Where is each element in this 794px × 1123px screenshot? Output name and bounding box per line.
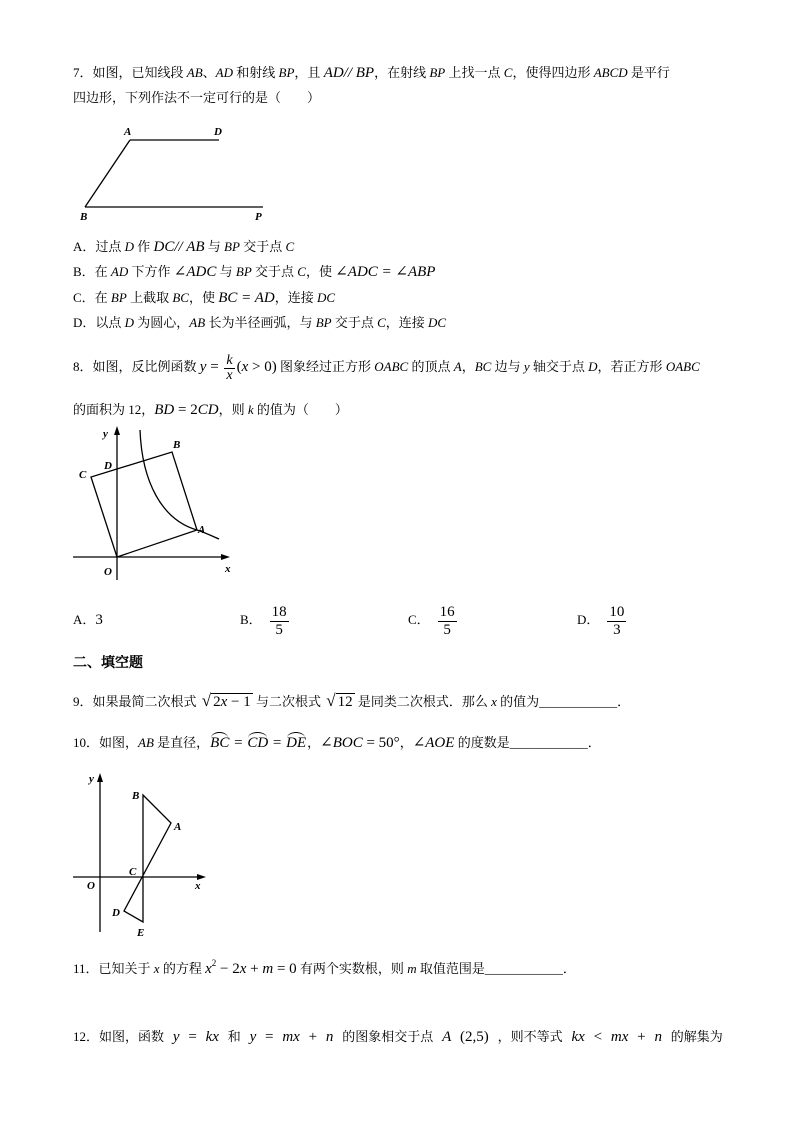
q7-opt-text: 与 — [216, 264, 236, 279]
q7-opt-text: 交于点 — [239, 239, 286, 254]
radicand-coef: 2 — [213, 694, 221, 710]
q7-text: 上找一点 — [445, 65, 504, 80]
q10-angle-boc: ∠BOC — [320, 735, 363, 751]
q12-term-kx: kx — [205, 1029, 219, 1045]
q8-text: ， — [461, 359, 475, 374]
q7-opt-text: 上截取 — [126, 290, 173, 305]
radicand-const: − 1 — [227, 694, 251, 710]
option-fraction — [607, 604, 626, 639]
q8-option-a — [73, 603, 103, 637]
q12-point-a: A — [442, 1029, 452, 1045]
q8-equals: = — [206, 359, 223, 375]
q10-angle-aoe: ∠AOE — [412, 735, 455, 751]
q7-opt-segment: BC — [172, 290, 189, 305]
q11-equals-zero: = 0 — [273, 961, 297, 977]
q7-opt-text: A．过点 — [73, 239, 125, 254]
q7-text: ，且 — [294, 65, 324, 80]
q10-text: 10．如图， — [73, 735, 139, 750]
option-label: C． — [408, 612, 430, 627]
q12-equals: = — [265, 1029, 274, 1045]
q10-figure — [70, 768, 210, 940]
q7-opt-text: ，使 — [188, 290, 219, 305]
q7-opt-angle: ∠ADC — [173, 264, 217, 280]
q8-equals-2: = 2 — [174, 402, 198, 418]
q8-fig-y-arrow — [114, 426, 120, 435]
q8-segment-bd: BD — [154, 402, 175, 418]
q9-var-x: x — [491, 694, 497, 709]
q7-opt-text: ，连接 — [274, 290, 317, 305]
q9-text: ． — [617, 694, 631, 709]
q7-ray-bp: BP — [429, 65, 446, 80]
q8-point-d: D — [588, 359, 598, 374]
q12-less-than: < — [593, 1029, 603, 1045]
q7-text: 、 — [202, 65, 216, 80]
q8-text: 的值为（ ） — [253, 402, 348, 417]
q7-opt-text: 作 — [134, 239, 154, 254]
q10-fig-label-b: B — [132, 790, 140, 802]
q11-term: − 2 — [216, 961, 240, 977]
q7-opt-text: 交于点 — [251, 264, 298, 279]
q7-option-c — [73, 289, 733, 307]
q8-option-b — [240, 603, 291, 639]
fraction-denominator: 5 — [275, 621, 283, 638]
q7-figure — [70, 118, 280, 226]
q10-arc-de: DE — [286, 732, 306, 754]
option-fraction — [438, 604, 457, 639]
option-label: D． — [577, 612, 600, 627]
q8-text: 边与 — [491, 359, 524, 374]
q7-opt-point: D — [124, 239, 135, 254]
q10-fig-label-y: y — [89, 773, 94, 785]
q9-radicand-2: 12 — [337, 694, 353, 710]
q7-opt-text: 长为半径画弧，与 — [205, 315, 316, 330]
q8-fig-label-d: D — [104, 460, 112, 472]
q7-opt-ray: BP — [315, 315, 332, 330]
q7-stem-line1 — [73, 64, 733, 82]
q8-stem-line2 — [73, 401, 733, 419]
q8-text: 图象经过正方形 — [276, 359, 375, 374]
q8-stem-line1 — [73, 351, 733, 383]
q12-var-n: n — [654, 1029, 662, 1045]
q7-point-c: C — [503, 65, 513, 80]
q7-text: 是平行 — [627, 65, 670, 80]
q7-opt-text: C．在 — [73, 290, 111, 305]
q11-var-x: x — [205, 961, 212, 977]
q7-fig-label-a: A — [124, 126, 132, 138]
q12-text: 12．如图，函数 — [73, 1029, 165, 1044]
q7-opt-segment: AD — [110, 264, 129, 279]
q8-segment-cd: CD — [197, 402, 219, 418]
q9-text: 9．如果最简二次根式 — [73, 694, 200, 709]
q7-opt-segment: DC — [317, 290, 336, 305]
q11-text: 11．已知关于 — [73, 961, 154, 976]
q7-opt-segment: AB — [189, 315, 206, 330]
q11-var-m: m — [407, 961, 417, 976]
q10-fig-label-d: D — [112, 907, 120, 919]
q9-radicand-1 — [211, 693, 253, 710]
q7-opt-text: D．以点 — [73, 315, 125, 330]
section-title: 二、填空题 — [73, 656, 143, 671]
q10-fig-label-e: E — [137, 927, 145, 939]
q10-equals: = — [230, 735, 247, 751]
q7-opt-text: 与 — [204, 239, 225, 254]
fraction-denominator: x — [226, 367, 233, 383]
q7-opt-point: C — [297, 264, 306, 279]
q11-text: 取值范围是 — [416, 961, 485, 976]
q8-var-x: x — [241, 359, 249, 375]
q8-square-oabc: OABC — [665, 359, 700, 374]
q10-fig-label-x: x — [195, 880, 201, 892]
q10-fig-label-c: C — [129, 866, 137, 878]
q9-text: 与二次根式 — [252, 694, 325, 709]
q8-fig-label-b: B — [173, 439, 181, 451]
q9-stem — [73, 690, 733, 713]
q8-side-bc: BC — [474, 359, 492, 374]
q7-segment-ad: AD — [215, 65, 234, 80]
q12-plus: + — [308, 1029, 318, 1045]
q8-paren: ( — [236, 359, 242, 375]
q8-fig-x-arrow — [221, 554, 230, 560]
q7-fig-label-p: P — [255, 211, 262, 223]
answer-blank: ____________ — [484, 961, 563, 976]
q11-plus: + — [246, 961, 263, 977]
option-value: 3 — [95, 612, 103, 628]
q8-fraction-k-over-x — [224, 354, 234, 383]
q12-text: 的图象相交于点 — [342, 1029, 434, 1044]
q12-text: ，则不等式 — [497, 1029, 563, 1044]
q7-text: ，在射线 — [374, 65, 430, 80]
q7-opt-point: D — [124, 315, 135, 330]
q8-square-oabc: OABC — [374, 359, 409, 374]
radicand-var: x — [220, 694, 228, 710]
q10-text: ， — [307, 735, 321, 750]
q8-text: 轴交于点 — [529, 359, 589, 374]
q7-opt-point: C — [285, 239, 295, 254]
q8-text: ，若正方形 — [597, 359, 666, 374]
q8-text: ，则 — [218, 402, 248, 417]
q12-equals: = — [188, 1029, 197, 1045]
q8-text: 的顶点 — [408, 359, 454, 374]
fraction-numerator: 10 — [609, 603, 625, 620]
q8-var-y: y — [199, 359, 207, 375]
q12-coordinates: (2,5) — [460, 1029, 489, 1045]
q7-stem-line2: 四边形，下列作法不一定可行的是（ ） — [73, 90, 321, 105]
q7-fig-label-d: D — [214, 126, 222, 138]
q12-var-y: y — [249, 1029, 257, 1045]
option-fraction — [270, 604, 289, 639]
q10-fig-label-a: A — [174, 821, 182, 833]
q10-text: 的度数是 — [454, 735, 510, 750]
q12-var-y: y — [172, 1029, 180, 1045]
q7-option-b — [73, 263, 733, 281]
q12-text: 和 — [227, 1029, 241, 1044]
q8-option-d — [577, 603, 628, 639]
q11-text: 的方程 — [159, 961, 206, 976]
q7-opt-math: BC = AD — [218, 290, 275, 306]
q8-fig-label-x: x — [225, 563, 231, 575]
q7-opt-text: 为圆心， — [134, 315, 190, 330]
q11-var-m: m — [262, 961, 274, 977]
fraction-numerator: 16 — [439, 603, 455, 620]
q8-figure — [70, 420, 242, 585]
radical-sign: √ — [201, 691, 212, 710]
q10-diameter-ab: AB — [138, 735, 154, 750]
radical-sign: √ — [326, 691, 336, 710]
q10-equals: = — [269, 735, 286, 751]
q12-text: 的解集为 — [670, 1029, 723, 1044]
q12-term-mx: mx — [282, 1029, 300, 1045]
q9-text: 是同类二次根式．那么 — [354, 694, 492, 709]
q7-fig-label-b: B — [80, 211, 88, 223]
q7-opt-segment: DC — [428, 315, 447, 330]
q9-text: 的值为 — [496, 694, 540, 709]
q7-opt-ray: BP — [224, 239, 240, 254]
q12-plus: + — [637, 1029, 646, 1045]
q7-opt-text: B．在 — [73, 264, 111, 279]
fraction-numerator: 18 — [271, 603, 287, 620]
q8-condition: > 0) — [248, 359, 277, 375]
answer-blank: ____________ — [509, 735, 588, 750]
q7-quad-abcd: ABCD — [593, 65, 628, 80]
q8-fig-label-c: C — [79, 469, 87, 481]
q7-text: 和射线 — [233, 65, 279, 80]
q10-text: 是直径， — [153, 735, 210, 750]
q7-opt-ray: BP — [110, 290, 127, 305]
q10-fig-figure-badee — [124, 795, 171, 922]
q10-angle-value: = 50° — [362, 735, 400, 751]
q8-text: 8．如图，反比例函数 — [73, 359, 200, 374]
q7-option-d — [73, 314, 733, 332]
q7-opt-ray: BP — [235, 264, 252, 279]
q10-arc-cd: CD — [247, 732, 268, 754]
q10-stem — [73, 732, 733, 754]
q7-option-a — [73, 238, 733, 256]
q7-ray-bp: BP — [278, 65, 295, 80]
q8-axis-y: y — [523, 359, 530, 374]
q7-opt-math: ∠ADC = ∠ABP — [335, 264, 436, 280]
q7-text: 7．如图，已知线段 — [73, 65, 187, 80]
q8-fig-label-a: A — [198, 524, 206, 536]
q11-text: 有两个实数根，则 — [296, 961, 408, 976]
q8-fig-label-o: O — [104, 566, 112, 578]
q7-segment-ab: AB — [186, 65, 203, 80]
option-label: A． — [73, 612, 96, 627]
q12-var-n: n — [325, 1029, 334, 1045]
q12-stem — [73, 1026, 733, 1048]
fraction-denominator: 3 — [613, 621, 621, 638]
q7-opt-text: ，使 — [305, 264, 336, 279]
fraction-denominator: 5 — [443, 621, 451, 638]
q10-arc-bc: BC — [210, 732, 229, 754]
q7-opt-math: DC// AB — [153, 239, 205, 255]
q11-exponent: 2 — [211, 959, 217, 968]
q7-text: ，使得四边形 — [512, 65, 594, 80]
q11-stem — [73, 959, 733, 979]
q12-term-kx: kx — [571, 1029, 585, 1045]
q8-fig-label-y: y — [103, 428, 108, 440]
q10-text: ． — [587, 735, 601, 750]
option-label: B． — [240, 612, 262, 627]
q11-text: ． — [562, 961, 576, 976]
q8-option-c — [408, 603, 459, 639]
q7-opt-text: ，连接 — [385, 315, 429, 330]
q12-term-mx: mx — [610, 1029, 629, 1045]
q8-point-a: A — [453, 359, 462, 374]
q7-opt-text: 下方作 — [128, 264, 174, 279]
q8-var-k: k — [247, 402, 254, 417]
fraction-numerator: k — [226, 352, 233, 368]
q10-fig-label-o: O — [87, 880, 95, 892]
q8-text: 的面积为 12， — [73, 402, 155, 417]
q11-var-x: x — [239, 961, 247, 977]
q10-text: ， — [399, 735, 413, 750]
q7-opt-point: C — [377, 315, 386, 330]
q12-justified-row — [73, 1026, 723, 1048]
answer-blank: ____________ — [539, 694, 618, 709]
q10-fig-y-arrow — [97, 773, 103, 782]
q7-parallel-expression: AD// BP — [323, 65, 375, 81]
q7-opt-text: 交于点 — [331, 315, 378, 330]
q11-var-x: x — [153, 961, 160, 976]
q7-fig-segment-ab — [85, 140, 130, 207]
